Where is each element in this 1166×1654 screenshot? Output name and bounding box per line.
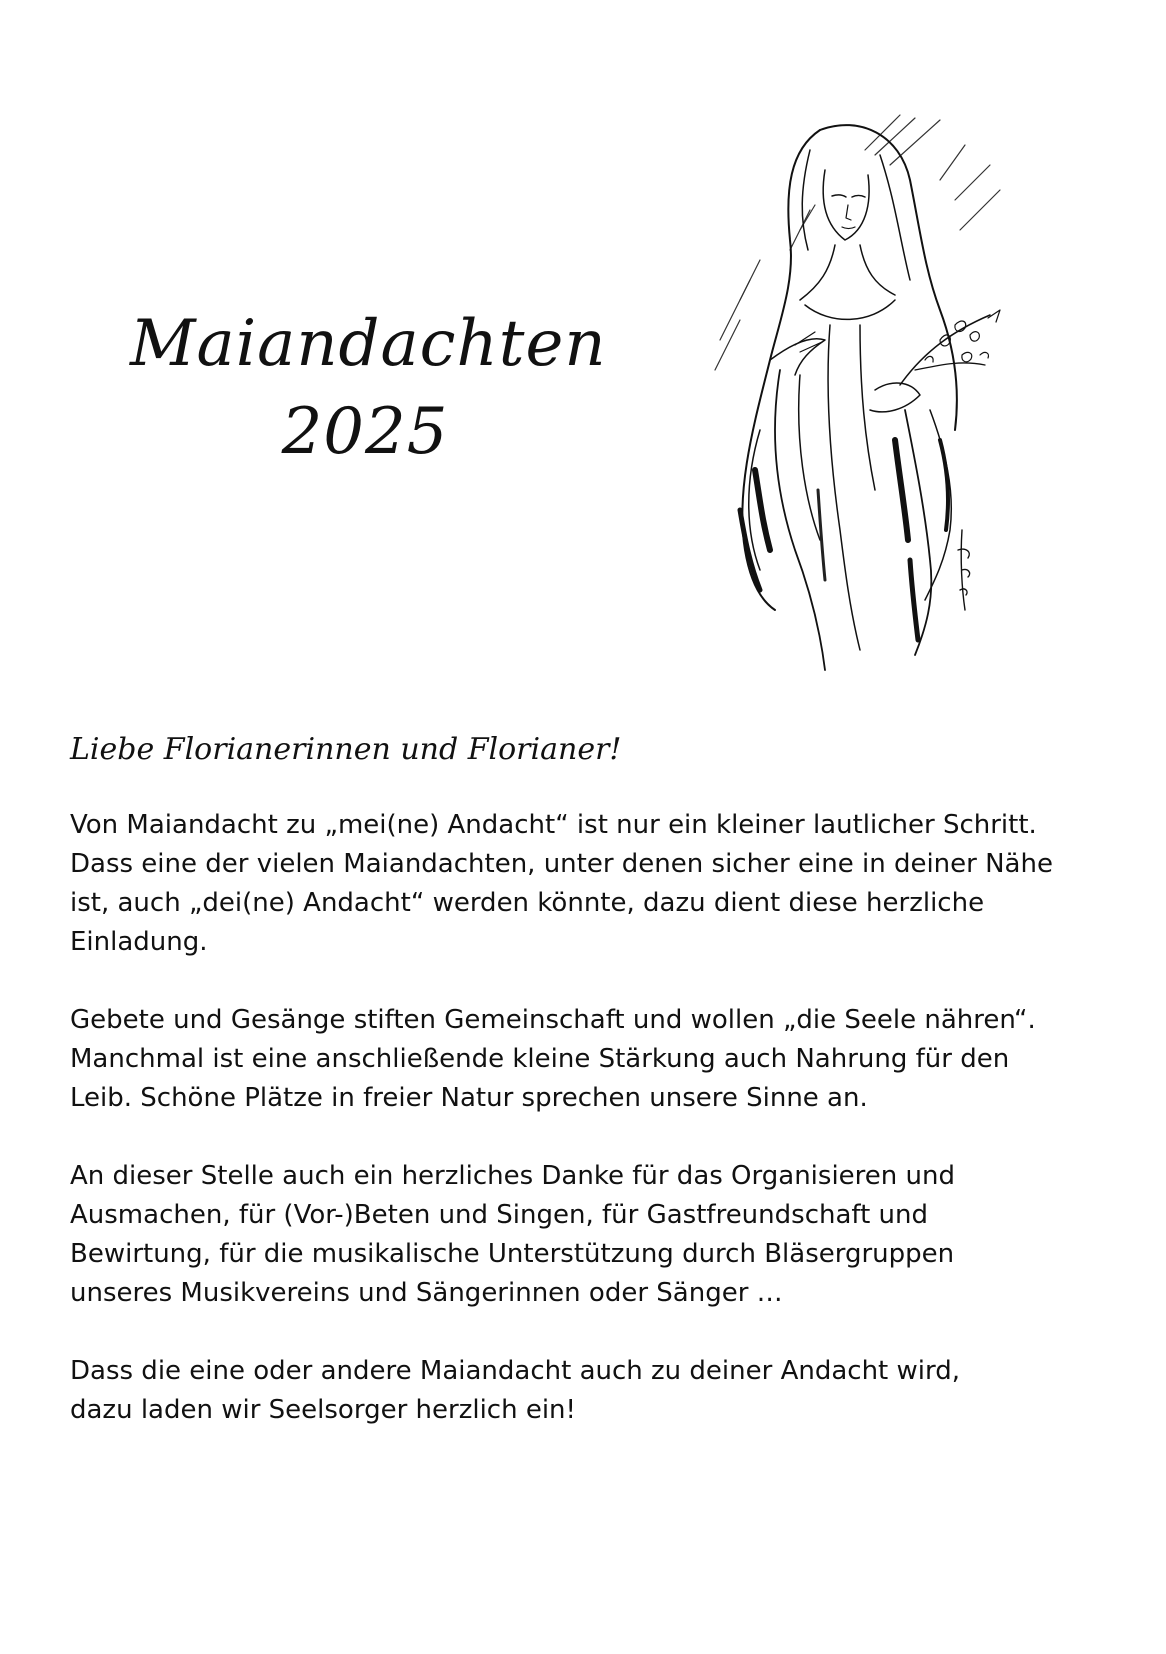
page-title	[130, 300, 607, 476]
letter-body	[70, 806, 1130, 1469]
paragraph-2: Gebete und Gesänge stiften Gemeinschaft und wollen „die Seele nähren“. Manchmal ist eine anschließende kleine Stärkung auch Nahrung für den Leib. Schöne Plätze in freier Natur sprechen unsere Sinne an.	[70, 1005, 1036, 1113]
title-line-1: Maiandachten	[130, 307, 607, 381]
greeting-heading: Liebe Florianerinnen und Florianer!	[70, 732, 622, 767]
title-line-2: 2025	[281, 395, 449, 469]
madonna-sketch-icon	[700, 110, 1070, 690]
paragraph-3: An dieser Stelle auch ein herzliches Danke für das Organisieren und Ausmachen, für (Vor-)Beten und Singen, für Gastfreundschaft und Bewirtung, für die musikalische Unterstützung durch Bläsergruppen unseres Musikvereins und Sängerinnen oder Sänger …	[70, 1161, 955, 1308]
paragraph-1: Von Maiandacht zu „mei(ne) Andacht“ ist nur ein kleiner lautlicher Schritt. Dass eine der vielen Maiandachten, unter denen sicher eine in deiner Nähe ist, auch „dei(ne) Andacht“ werden könnte, dazu dient diese herzliche Einladung.	[70, 810, 1053, 957]
paragraph-4: Dass die eine oder andere Maiandacht auch zu deiner Andacht wird, dazu laden wir Seelsorger herzlich ein!	[70, 1356, 960, 1425]
